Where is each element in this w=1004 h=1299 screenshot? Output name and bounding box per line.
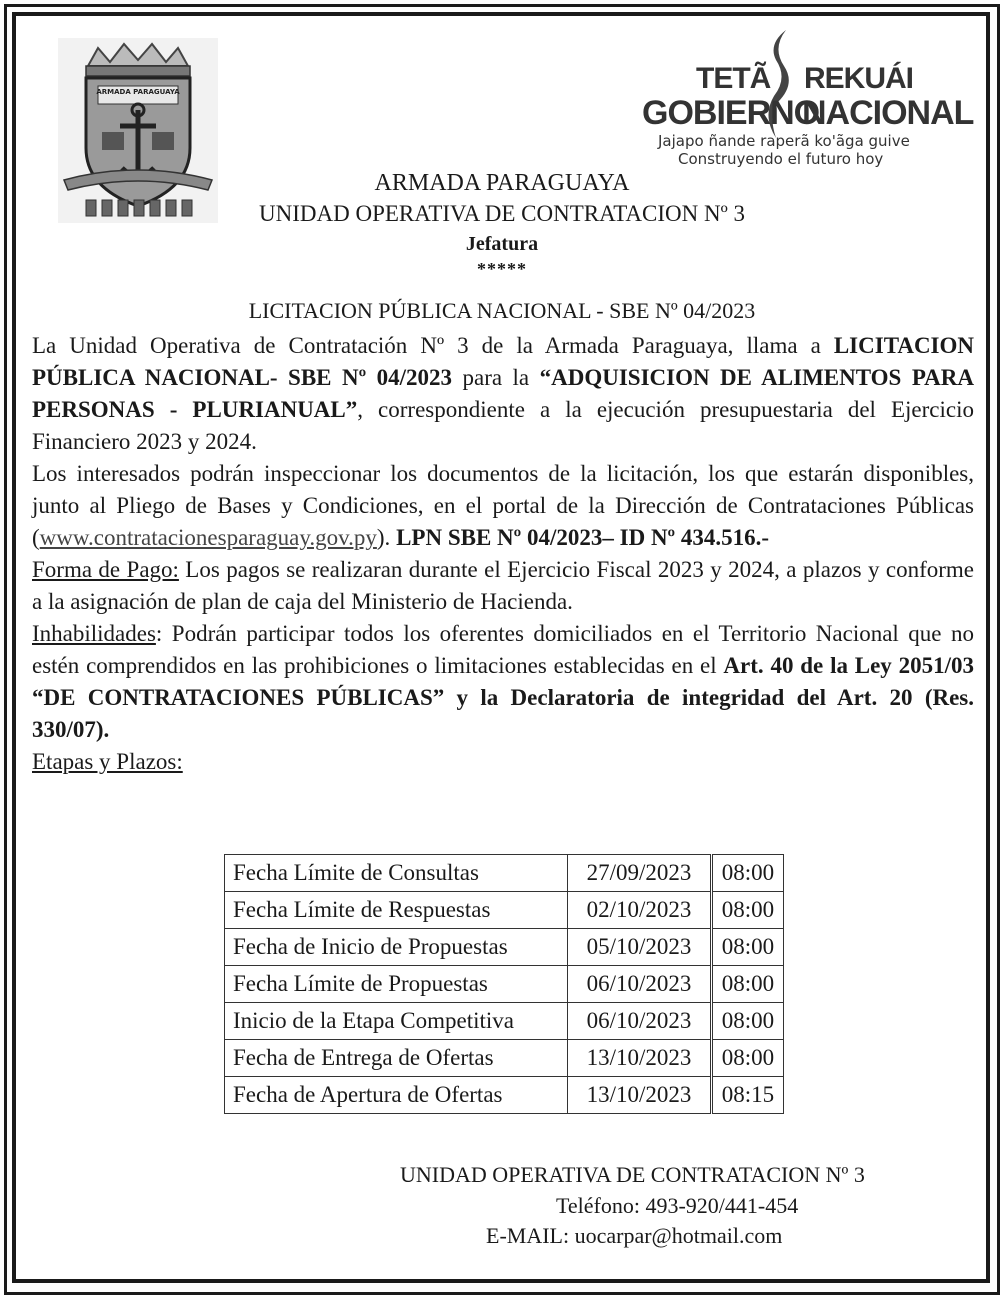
organization-name: ARMADA PARAGUAYA [374,170,630,196]
stage-date: 13/10/2023 [568,1040,712,1077]
text-run: Los pagos se realizaran durante el Ejercicio Fiscal 2023 y 2024, a plazos y conforme a la asignación de plan de caja del Ministerio de Hacienda. [32,557,974,614]
stage-date: 06/10/2023 [568,1003,712,1040]
text-run-bold: “ADQUISICION DE ALIMENTOS PARA PERSONAS - PLURIANUAL” [32,365,974,422]
logo-tagline-guarani: Jajapo ñande raperã ko'ãga guive [658,132,910,150]
office-name: Jefatura [465,233,539,255]
table-row [225,1003,784,1040]
stage-label: Fecha de Apertura de Ofertas [225,1077,568,1114]
text-run-bold: Art. 40 de la Ley 2051/03 “DE CONTRATACIONES PÚBLICAS” y la Declaratoria de integridad del Art. 20 (Res. 330/07). [32,653,975,742]
text-run: , correspondiente a la ejecución presupuestaria del Ejercicio Financiero 2023 y 2024. [32,397,974,454]
logo-tagline-spanish: Construyendo el futuro hoy [678,150,884,168]
text-run: La Unidad Operativa de Contratación Nº 3 de la Armada Paraguaya, llama a [32,333,834,358]
footer-email: E-MAIL: uocarpar@hotmail.com [486,1223,783,1248]
logo-text-rekuai: REKUÁI [804,62,914,95]
stage-label: Inicio de la Etapa Competitiva [225,1003,568,1040]
paragraph-documents [32,458,974,554]
table-row [225,929,784,966]
table-row [225,1040,784,1077]
stage-time: 08:00 [712,855,784,892]
stage-time: 08:00 [712,929,784,966]
logo-text-gobierno: GOBIERNO [642,94,820,132]
paragraph-call [32,330,974,458]
logo-text-teta: TETÃ [696,62,771,95]
stage-date: 05/10/2023 [568,929,712,966]
stages-label: Etapas y Plazos: [32,749,183,774]
schedule-table [224,854,784,1114]
paragraph-stages [32,746,974,778]
stage-date: 27/09/2023 [568,855,712,892]
table-row [225,892,784,929]
stage-time: 08:00 [712,1040,784,1077]
stage-date: 02/10/2023 [568,892,712,929]
stage-time: 08:00 [712,1003,784,1040]
stage-time: 08:00 [712,966,784,1003]
ineligibility-label: Inhabilidades [32,621,156,646]
paragraph-payment [32,554,974,618]
document-title: LICITACION PÚBLICA NACIONAL - SBE Nº 04/2023 [248,298,756,323]
text-run-bold: LICITACION PÚBLICA NACIONAL- SBE Nº 04/2023 [32,333,974,390]
stage-label: Fecha Límite de Consultas [225,855,568,892]
gobierno-nacional-logo [640,28,974,173]
stage-time: 08:00 [712,892,784,929]
payment-label: Forma de Pago: [32,557,179,582]
table-row [225,966,784,1003]
stage-label: Fecha Límite de Respuestas [225,892,568,929]
table-row [225,1077,784,1114]
stage-label: Fecha de Entrega de Ofertas [225,1040,568,1077]
paragraph-ineligibility [32,618,974,746]
unit-name: UNIDAD OPERATIVA DE CONTRATACION Nº 3 [259,201,745,226]
text-run: : Podrán participar todos los oferentes domiciliados en el Territorio Nacional que no estén comprendidos en las prohibiciones o limitaciones establecidas en el [32,621,974,678]
text-run: ). [376,525,397,550]
footer-unit: UNIDAD OPERATIVA DE CONTRATACION Nº 3 [400,1162,865,1187]
portal-link[interactable]: www.contratacionesparaguay.gov.py [39,525,377,550]
stage-date: 06/10/2023 [568,966,712,1003]
text-run-bold: LPN SBE Nº 04/2023– ID Nº 434.516.- [396,525,770,550]
document-body [32,330,974,778]
separator: ***** [477,259,527,279]
table-row [225,855,784,892]
stage-label: Fecha Límite de Propuestas [225,966,568,1003]
footer-phone: Teléfono: 493-920/441-454 [556,1193,799,1218]
text-run: para la [452,365,540,390]
stage-date: 13/10/2023 [568,1077,712,1114]
crest-banner-text: ARMADA PARAGUAYA [96,88,180,96]
logo-text-nacional: NACIONAL [802,94,974,132]
text-run: Los interesados podrán inspeccionar los documentos de la licitación, los que estarán disponibles, junto al Pliego de Bases y Condiciones, en el portal de la Dirección de Contrataciones Públicas ( [32,461,974,550]
stage-time: 08:15 [712,1077,784,1114]
stage-label: Fecha de Inicio de Propuestas [225,929,568,966]
